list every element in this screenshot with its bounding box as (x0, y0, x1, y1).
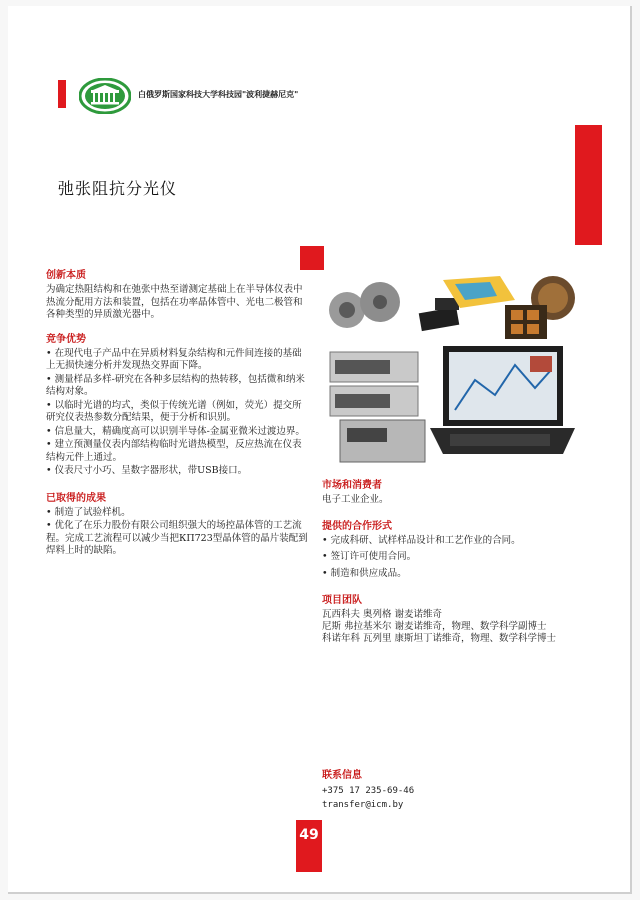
team-member: 尼斯 弗拉基米尔 谢麦诺维奇，物理、数学科学副博士 (322, 621, 547, 632)
list-item: • 签订许可使用合同。 (322, 551, 417, 562)
innovation-heading: 创新本质 (46, 270, 86, 281)
list-item: • 制造了试验样机。 (46, 506, 131, 518)
product-photo (325, 270, 580, 470)
achievements-list (46, 507, 308, 558)
red-bar-decoration (575, 125, 602, 245)
advantages-list (46, 348, 308, 478)
list-item: • 在现代电子产品中在异质材料复杂结构和元件间连接的基础上无损快速分析并发现热交界面下降。 (46, 347, 302, 371)
market-text: 电子工业企业。 (322, 494, 389, 505)
team-heading: 项目团队 (322, 595, 362, 606)
right-column (322, 476, 580, 645)
contacts-heading: 联系信息 (322, 770, 362, 781)
list-item: • 仪表尺寸小巧、呈数字器形状，带USB接口。 (46, 465, 248, 476)
cooperation-list (322, 535, 580, 581)
email-link[interactable]: transfer@icm.by (322, 800, 404, 810)
market-heading: 市场和消费者 (322, 480, 382, 491)
list-item: • 以临时光谱的均式，类似于传统光谱（例如，荧光）提交所研究仪表热参数分配结果，便于分析和识别。 (46, 399, 302, 423)
achievements-heading: 已取得的成果 (46, 492, 106, 504)
team-member: 科诺年科 瓦列里 康斯坦丁诺维奇，物理、数学科学博士 (322, 633, 557, 644)
list-item: • 优化了在乐力股份有限公司组织强大的场控晶体管的工艺流程。完成工艺流程可以减少当把КП723型晶体管的晶片装配到焊料上时的缺陷。 (46, 520, 308, 556)
page-title: 弛张阻抗分光仪 (58, 179, 178, 198)
cooperation-heading: 提供的合作形式 (322, 520, 392, 532)
phone-number: +375 17 235-69-46 (322, 786, 415, 796)
advantages-heading: 竞争优势 (46, 333, 86, 345)
page-number: 49 (296, 820, 322, 872)
list-item: • 完成科研、试样样品设计和工艺作业的合同。 (322, 534, 521, 546)
team-member: 瓦西科夫 奥列格 谢麦诺维奇 (322, 609, 443, 620)
list-item: • 信息量大，精确度高可以识别半导体-金属亚微米过渡边界。 (46, 425, 305, 437)
list-item: • 测量样品多样-研究在各种多层结构的热转移，包括微和纳米结构对象。 (46, 373, 305, 397)
list-item: • 建立预测量仪表内部结构临时光谱热模型，反应热流在仪表结构元件上通过。 (46, 439, 302, 463)
left-column (46, 266, 308, 559)
contacts-block (322, 766, 522, 812)
innovation-text: 为确定热阻结构和在弛张中热至谱测定基础上在半导体仪表中热流分配用方法和装置，包括在功率晶体管中、光电二极管和各种类型的异质激光器中。 (46, 284, 303, 320)
red-tab-decoration (58, 80, 66, 108)
building-logo-icon (79, 78, 131, 114)
organization-name: 白俄罗斯国家科技大学科技园"波利捷赫尼克" (138, 90, 299, 99)
list-item: • 制造和供应成品。 (322, 567, 407, 579)
